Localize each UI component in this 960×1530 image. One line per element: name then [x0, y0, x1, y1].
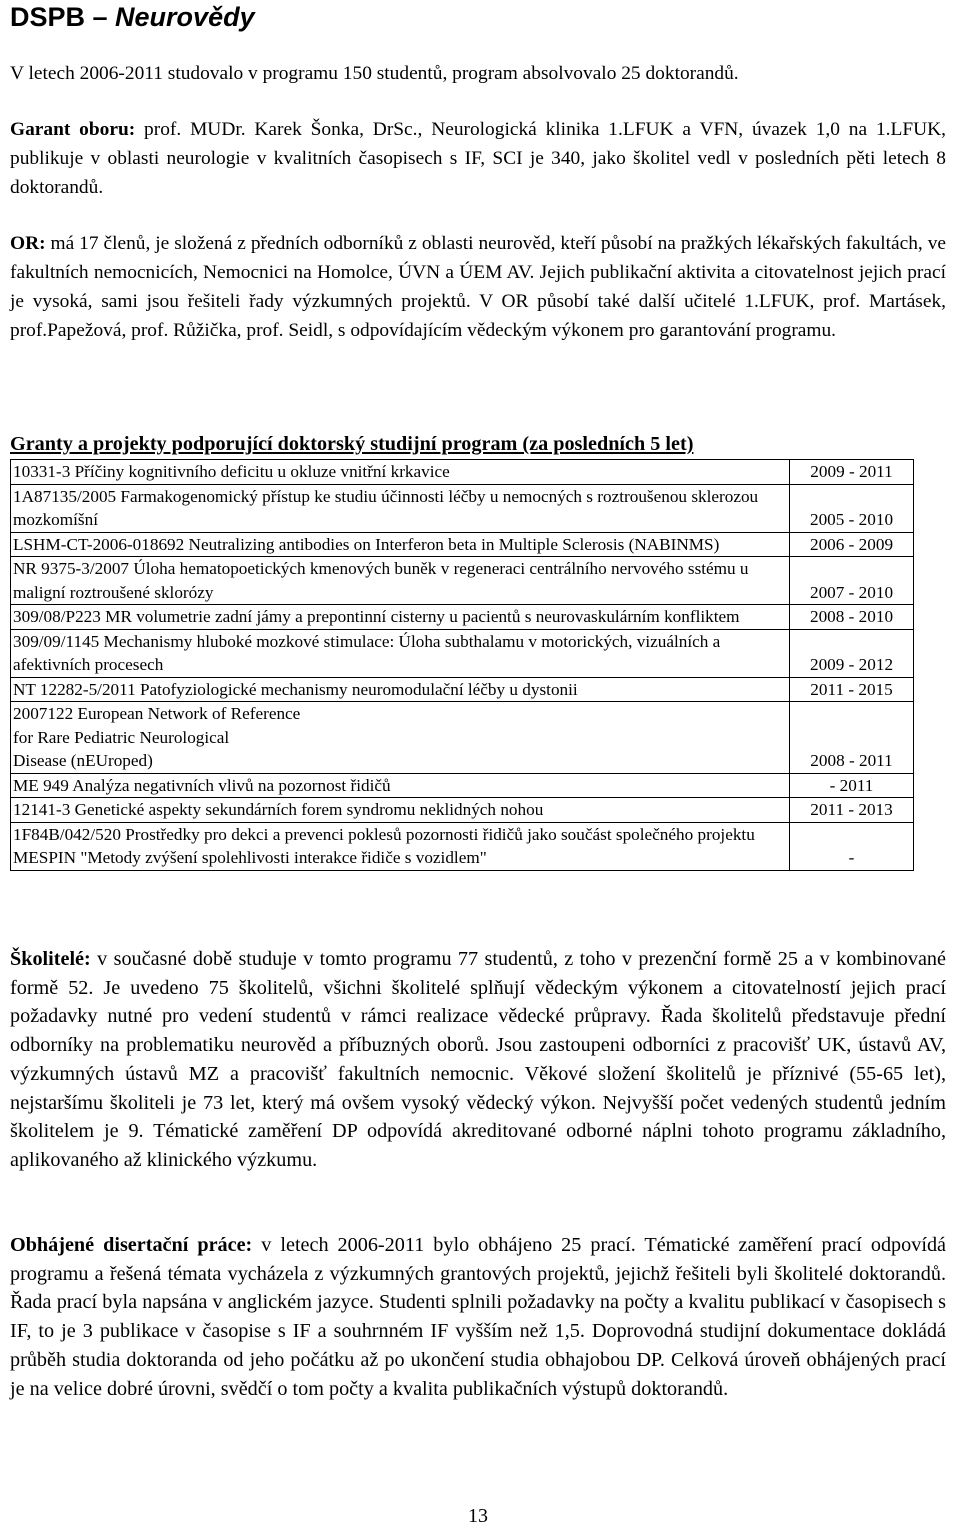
grants-table-body: [11, 460, 914, 871]
grant-period-cell: 2011 - 2015: [790, 677, 914, 702]
intro-paragraph: V letech 2006-2011 studovalo v programu 150 studentů, program absolvovalo 25 doktorandů.: [10, 63, 739, 84]
skolitele-label: Školitelé:: [10, 948, 91, 970]
grant-name-cell: 12141-3 Genetické aspekty sekundárních forem syndromu neklidných nohou: [11, 798, 790, 823]
obhajene-label: Obhájené disertační práce:: [10, 1234, 253, 1256]
document-page: [10, 0, 946, 1527]
grant-row: [11, 798, 914, 823]
grant-period-cell: 2005 - 2010: [790, 484, 914, 532]
grant-row: [11, 773, 914, 798]
grant-row: [11, 822, 914, 870]
grant-row: [11, 557, 914, 605]
page-number: 13: [468, 1505, 488, 1527]
grant-period-cell: 2008 - 2010: [790, 605, 914, 630]
grant-name-cell: 1A87135/2005 Farmakogenomický přístup ke studiu účinnosti léčby u nemocných s roztroušenou sklerozou mozkomíšní: [11, 484, 790, 532]
grant-row: [11, 629, 914, 677]
skolitele-text: v současné době studuje v tomto programu 77 studentů, z toho v prezenční formě 25 a v kombinované formě 52. Je uvedeno 75 školitelů, všichni školitelé splňují vědeckým výkonem a citovatelností jejich prací požadavky nutné pro vedení studentů v rámci realizace vědecké průpravy. Řada školitelů představuje přední odborníky na problematiku neurověd a příbuzných oborů. Jsou zastoupeni odborníci z pracovišť UK, ústavů AV, výzkumných ústavů MZ a pracovišť fakultních nemocnic. Věkové složení školitelů je příznivé (55-65 let), nejstaršímu školiteli je 73 let, který má ovšem vysoký vědecký výkon. Nejvyšší počet vedených studentů jedním školitelem je 9. Tématické zaměření DP odpovídá akreditované odborné náplni tohoto programu základního, aplikovaného až klinického výzkumu.: [10, 948, 946, 1171]
obhajene-paragraph: [10, 1231, 946, 1403]
grant-period-cell: 2011 - 2013: [790, 798, 914, 823]
grant-row: [11, 605, 914, 630]
obhajene-text: v letech 2006-2011 bylo obhájeno 25 prací. Tématické zaměření prací odpovídá programu a řešená témata vycházela z výzkumných grantových projektů, jejichž řešiteli byli školitelé doktorandů. Řada prací byla napsána v anglickém jazyce. Studenti splnili požadavky na počty a kvalitu publikací v časopisech s IF, to je 3 publikace v časopise s IF a souhrnném IF vyšším než 1,5. Doprovodná studijní dokumentace dokládá průběh studia doktoranda od jeho počátku až po ukončení studia obhajobou DP. Celková úroveň obhájených prací je na velice dobré úrovni, svědčí o tom počty a kvalita publikačních výstupů doktorandů.: [10, 1234, 946, 1400]
garant-paragraph: [10, 115, 946, 202]
grant-row: [11, 677, 914, 702]
grant-period-cell: 2007 - 2010: [790, 557, 914, 605]
garant-text: prof. MUDr. Karek Šonka, DrSc., Neurologická klinika 1.LFUK a VFN, úvazek 1,0 na 1.LFUK, publikuje v oblasti neurologie v kvalitních časopisech s IF, SCI je 340, jako školitel vedl v posledních pěti letech 8 doktorandů.: [10, 119, 946, 198]
grant-period-cell: 2009 - 2012: [790, 629, 914, 677]
grant-period-cell: 2006 - 2009: [790, 532, 914, 557]
grant-name-cell: NT 12282-5/2011 Patofyziologické mechanismy neuromodulační léčby u dystonii: [11, 677, 790, 702]
grants-heading: Granty a projekty podporující doktorský studijní program (za posledních 5 let): [10, 433, 694, 455]
or-paragraph: [10, 229, 946, 345]
or-label: OR:: [10, 233, 46, 254]
grant-name-cell: 1F84B/042/520 Prostředky pro dekci a prevenci poklesů pozornosti řidičů jako součást společného projektu MESPIN "Metody zvýšení spolehlivosti interakce řidiče s vozidlem": [11, 822, 790, 870]
garant-label: Garant oboru:: [10, 119, 136, 140]
grant-period-cell: - 2011: [790, 773, 914, 798]
grant-name-cell: ME 949 Analýza negativních vlivů na pozornost řidičů: [11, 773, 790, 798]
grants-table: [10, 459, 914, 871]
or-text: má 17 členů, je složená z předních odborníků z oblasti neurověd, kteří působí na pražkých lékařských fakultách, ve fakultních nemocnicích, Nemocnici na Homolce, ÚVN a ÚEM AV. Jejich publikační aktivita a citovatelnost jejich prací je vysoká, sami jsou řešiteli řady výzkumných projektů. V OR působí také další učitelé 1.LFUK, prof. Martásek, prof.Papežová, prof. Růžička, prof. Seidl, s odpovídajícím vědeckým výkonem pro garantování programu.: [10, 233, 946, 341]
grant-name-cell: LSHM-CT-2006-018692 Neutralizing antibodies on Interferon beta in Multiple Sclerosis (NABINMS): [11, 532, 790, 557]
grant-row: [11, 532, 914, 557]
grant-period-cell: 2009 - 2011: [790, 460, 914, 485]
grant-name-cell: NR 9375-3/2007 Úloha hematopoetických kmenových buněk v regeneraci centrálního nervového sstému u maligní roztroušené sklorózy: [11, 557, 790, 605]
grant-row: [11, 460, 914, 485]
skolitele-paragraph: [10, 945, 946, 1175]
grant-row: [11, 484, 914, 532]
grant-name-cell: 2007122 European Network of Reference for Rare Pediatric Neurological Disease (nEUroped): [11, 702, 790, 774]
grant-name-cell: 10331-3 Příčiny kognitivního deficitu u okluze vnitřní krkavice: [11, 460, 790, 485]
title-main: DSPB –: [10, 2, 116, 32]
grant-period-cell: 2008 - 2011: [790, 702, 914, 774]
grant-row: [11, 702, 914, 774]
page-title: [10, 0, 946, 34]
grant-name-cell: 309/09/1145 Mechanismy hluboké mozkové stimulace: Úloha subthalamu v motorických, vizuálních a afektivních procesech: [11, 629, 790, 677]
title-subject: Neurovědy: [115, 2, 255, 32]
grant-period-cell: -: [790, 822, 914, 870]
grant-name-cell: 309/08/P223 MR volumetrie zadní jámy a prepontinní cisterny u pacientů s neurovaskulárním konfliktem: [11, 605, 790, 630]
